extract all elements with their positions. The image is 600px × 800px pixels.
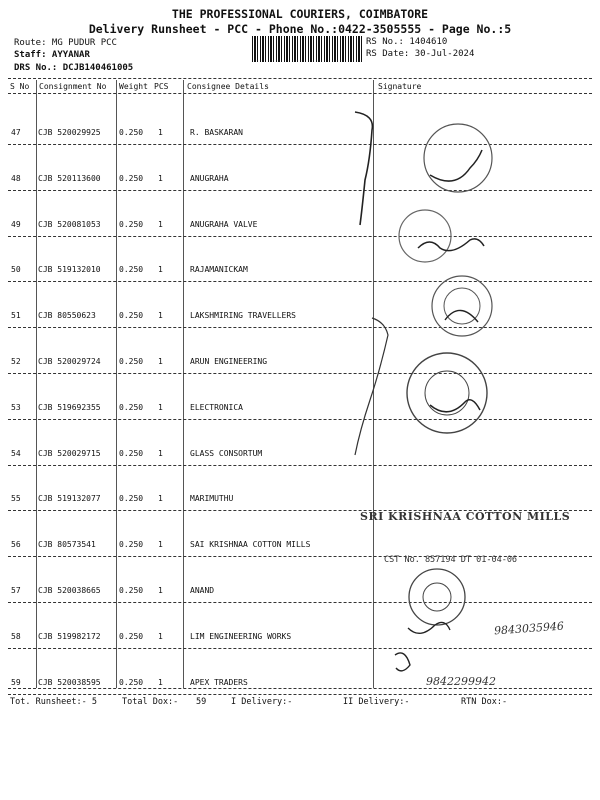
row-sno: 49 <box>11 219 21 229</box>
footer-rtn-dox: RTN Dox:- <box>461 697 508 707</box>
header-bottom-rule <box>8 93 592 94</box>
row-separator <box>8 694 592 695</box>
cotton-mills-stamp: SRI KRISHNAA COTTON MILLS <box>360 510 571 523</box>
row-consignee: RAJAMANICKAM <box>190 265 248 275</box>
row-separator <box>8 373 592 374</box>
row-sno: 53 <box>11 402 21 412</box>
row-consignee: GLASS CONSORTUM <box>190 448 263 458</box>
stamp-ring <box>424 124 492 192</box>
signature-stroke <box>395 653 410 671</box>
row-weight: 0.250 <box>119 677 144 687</box>
col-consignee: Consignee Details <box>187 82 269 91</box>
row-weight: 0.250 <box>119 265 144 275</box>
footer-i-delivery: I Delivery:- <box>231 697 293 707</box>
col-weight: Weight <box>119 82 148 91</box>
row-separator <box>8 236 592 237</box>
row-consignee: APEX TRADERS <box>190 677 248 687</box>
col-sno: S No <box>10 82 30 91</box>
row-consignment-no: CJB 80573541 <box>38 540 96 550</box>
row-consignee: ANAND <box>190 586 215 595</box>
row-consignment-no: CJB 520038595 <box>38 677 101 687</box>
row-sno: 50 <box>11 265 21 275</box>
header-top-rule <box>8 78 592 79</box>
row-consignment-no: CJB 520113600 <box>38 173 101 183</box>
signature-stroke <box>418 239 484 251</box>
row-separator <box>8 688 592 689</box>
handwritten-phone: 9842299942 <box>426 675 496 688</box>
row-consignee: SAI KRISHNAA COTTON MILLS <box>190 540 311 550</box>
row-weight: 0.250 <box>119 311 144 321</box>
row-sno: 54 <box>11 448 21 458</box>
row-consignment-no: CJB 519132010 <box>38 265 101 275</box>
staff-label: Staff: AYYANAR <box>14 50 90 60</box>
row-consignment-no: CJB 520029724 <box>38 357 101 366</box>
stamp-ring <box>407 353 487 433</box>
row-separator <box>8 190 592 191</box>
row-sno: 58 <box>11 631 21 641</box>
row-consignment-no: CJB 519692355 <box>38 402 101 412</box>
signature-stroke <box>430 400 480 412</box>
row-separator <box>8 281 592 282</box>
handwritten-phone: 9843035946 <box>493 619 565 638</box>
col-divider <box>373 80 374 688</box>
signature-stroke <box>430 150 482 181</box>
row-consignment-no: CJB 520029715 <box>38 448 101 458</box>
row-sno: 55 <box>11 494 21 504</box>
row-consignment-no: CJB 520038665 <box>38 586 101 595</box>
row-weight: 0.250 <box>119 173 144 183</box>
row-weight: 0.250 <box>119 219 144 229</box>
col-signature: Signature <box>378 82 422 91</box>
row-pcs: 1 <box>158 402 163 412</box>
row-consignment-no: CJB 520081053 <box>38 219 101 229</box>
row-separator <box>8 419 592 420</box>
row-separator <box>8 327 592 328</box>
row-weight: 0.250 <box>119 357 144 366</box>
signature-stroke <box>445 310 478 322</box>
row-consignee: ANUGRAHA <box>190 173 229 183</box>
col-pcs: PCS <box>154 82 169 91</box>
row-sno: 59 <box>11 677 21 687</box>
row-consignment-no: CJB 80550623 <box>38 311 96 321</box>
row-separator <box>8 602 592 603</box>
stamp-ring <box>444 288 480 324</box>
signature-stroke <box>408 622 450 633</box>
row-sno: 51 <box>11 311 21 321</box>
col-consignment: Consignment No <box>39 82 107 91</box>
row-pcs: 1 <box>158 357 163 366</box>
row-sno: 56 <box>11 540 21 550</box>
row-separator <box>8 144 592 145</box>
row-consignee: ANUGRAHA VALVE <box>190 219 258 229</box>
row-pcs: 1 <box>158 677 163 687</box>
row-weight: 0.250 <box>119 540 144 550</box>
stamp-ring <box>409 569 465 625</box>
row-weight: 0.250 <box>119 448 144 458</box>
footer-total-dox: Total Dox:- <box>122 697 179 707</box>
drs-number: DRS No.: DCJB140461005 <box>14 63 134 73</box>
row-consignee: LAKSHMIRING TRAVELLERS <box>190 311 296 321</box>
row-pcs: 1 <box>158 219 163 229</box>
signature-stroke <box>355 318 388 455</box>
rs-number: RS No.: 1404610 <box>366 37 448 47</box>
row-consignee: LIM ENGINEERING WORKS <box>190 631 292 641</box>
route-label: Route: MG PUDUR PCC <box>14 38 117 48</box>
row-weight: 0.250 <box>119 128 144 137</box>
row-consignee: R. BASKARAN <box>190 128 243 137</box>
row-separator <box>8 465 592 466</box>
row-weight: 0.250 <box>119 494 144 504</box>
barcode <box>252 36 362 62</box>
row-sno: 48 <box>11 173 21 183</box>
stamp-ring <box>423 583 451 611</box>
runsheet-subtitle: Delivery Runsheet - PCC - Phone No.:0422-3505555 - Page No.:5 <box>88 22 512 36</box>
col-divider <box>36 80 37 688</box>
row-separator <box>8 648 592 649</box>
row-pcs: 1 <box>158 586 163 595</box>
company-title: THE PROFESSIONAL COURIERS, COIMBATORE <box>171 7 429 21</box>
row-consignee: ARUN ENGINEERING <box>190 357 268 366</box>
row-pcs: 1 <box>158 173 163 183</box>
col-divider <box>116 80 117 688</box>
row-pcs: 1 <box>158 311 163 321</box>
row-pcs: 1 <box>158 494 163 504</box>
row-pcs: 1 <box>158 448 163 458</box>
rs-date: RS Date: 30-Jul-2024 <box>366 49 475 59</box>
row-pcs: 1 <box>158 540 163 550</box>
row-consignee: ELECTRONICA <box>190 402 243 412</box>
row-consignee: MARIMUTHU <box>190 494 234 504</box>
stamp-ring <box>425 371 469 415</box>
footer-tot-runsheet: Tot. Runsheet:- 5 <box>10 697 97 707</box>
row-weight: 0.250 <box>119 586 144 595</box>
row-pcs: 1 <box>158 128 163 137</box>
row-consignment-no: CJB 519132077 <box>38 494 101 504</box>
footer-ii-delivery: II Delivery:- <box>343 697 410 707</box>
col-divider <box>183 80 184 688</box>
row-pcs: 1 <box>158 631 163 641</box>
row-weight: 0.250 <box>119 402 144 412</box>
row-pcs: 1 <box>158 265 163 275</box>
footer-total-dox-value: 59 <box>196 697 207 707</box>
row-sno: 52 <box>11 357 21 366</box>
row-sno: 47 <box>11 128 21 137</box>
row-consignment-no: CJB 520029925 <box>38 128 101 137</box>
cotton-mills-cst: CST No. 857194 DT 01-04-06 <box>384 555 518 565</box>
row-sno: 57 <box>11 586 21 595</box>
signature-stroke <box>355 112 372 225</box>
row-weight: 0.250 <box>119 631 144 641</box>
row-consignment-no: CJB 519982172 <box>38 631 101 641</box>
